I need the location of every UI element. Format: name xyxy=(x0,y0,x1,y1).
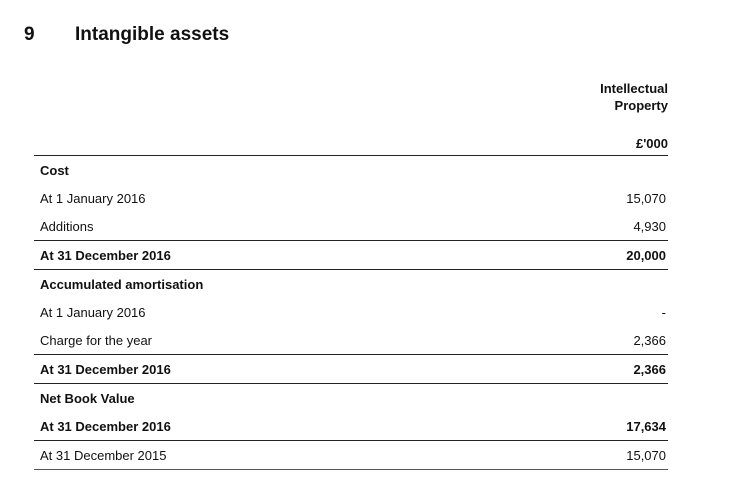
row-label: At 1 January 2016 xyxy=(40,191,146,206)
table-row xyxy=(34,212,668,241)
row-value: 2,366 xyxy=(633,333,666,348)
column-header-line2: Property xyxy=(614,98,668,113)
total-row xyxy=(34,241,668,270)
table-row xyxy=(34,184,668,212)
column-header-line1: Intellectual xyxy=(600,81,668,96)
row-label: Accumulated amortisation xyxy=(40,277,204,292)
column-unit: £'000 xyxy=(635,136,668,151)
total-row xyxy=(34,412,668,441)
row-label: Charge for the year xyxy=(40,333,153,348)
row-label: Net Book Value xyxy=(40,391,135,406)
intangible-assets-table xyxy=(34,155,668,470)
row-value: 2,366 xyxy=(633,362,666,377)
row-label: Additions xyxy=(40,219,94,234)
section-heading-net-book-value xyxy=(34,384,668,412)
table-row xyxy=(34,326,668,355)
row-label: At 31 December 2016 xyxy=(40,362,171,377)
row-value: 15,070 xyxy=(626,191,666,206)
row-value: 17,634 xyxy=(626,419,666,434)
row-label: At 31 December 2015 xyxy=(40,448,167,463)
column-header xyxy=(600,80,668,114)
table-row xyxy=(34,298,668,326)
row-value: 4,930 xyxy=(633,219,666,234)
row-label: At 31 December 2016 xyxy=(40,248,171,263)
section-heading-amortisation xyxy=(34,270,668,298)
total-row xyxy=(34,355,668,384)
row-value: - xyxy=(661,305,666,320)
row-label: Cost xyxy=(40,163,69,178)
note-number: 9 xyxy=(24,24,35,45)
row-label: At 1 January 2016 xyxy=(40,305,146,320)
table-row xyxy=(34,441,668,470)
row-value: 20,000 xyxy=(626,248,666,263)
section-heading-cost xyxy=(34,155,668,184)
row-value: 15,070 xyxy=(626,448,666,463)
row-label: At 31 December 2016 xyxy=(40,419,171,434)
note-title: Intangible assets xyxy=(75,24,230,45)
